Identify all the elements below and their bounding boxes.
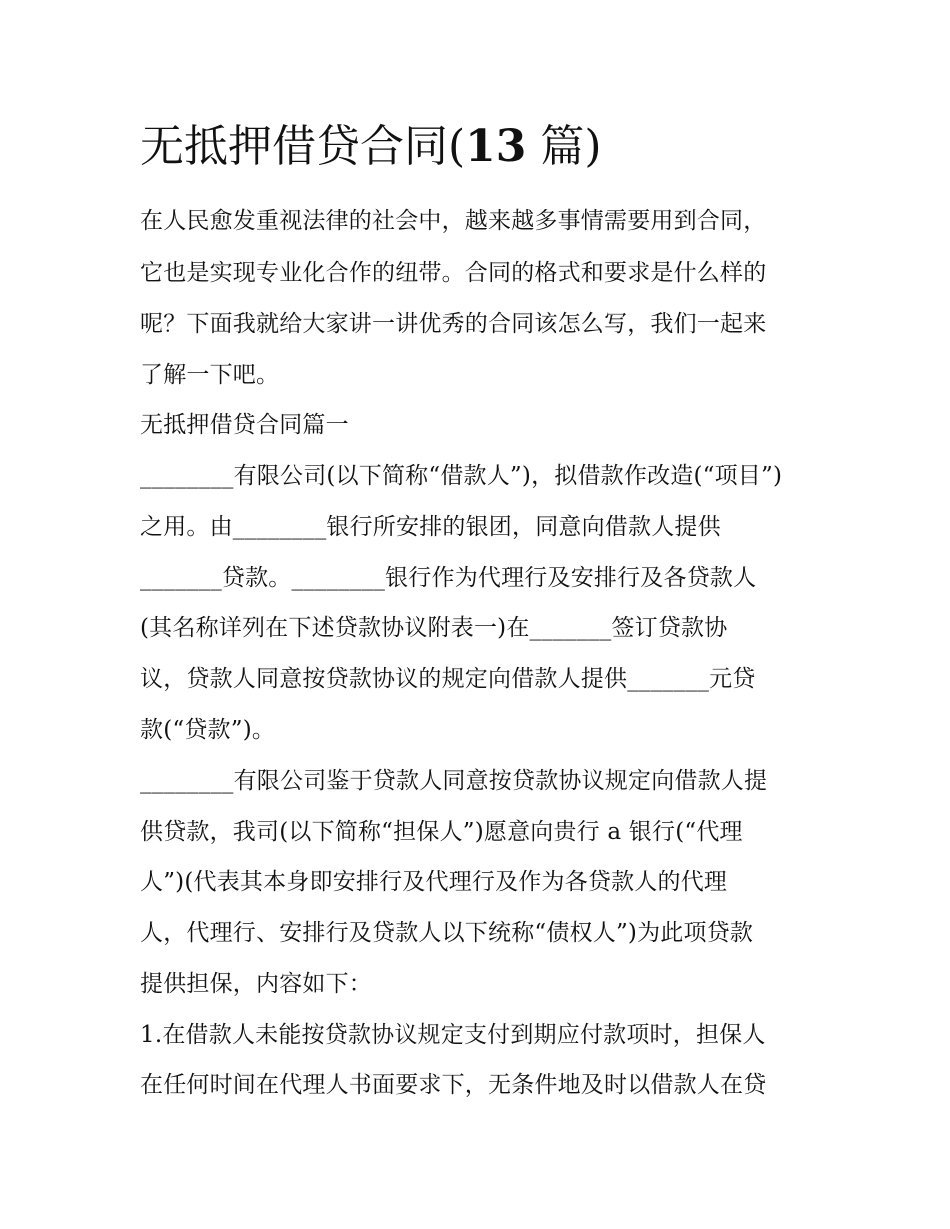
body-line-4: (其名称详列在下述贷款协议附表一)在_______签订贷款协 — [140, 615, 728, 641]
intro-line-4: 了解一下吧。 — [140, 362, 280, 388]
title-count: 13 — [465, 121, 527, 172]
title-suffix: 篇) — [526, 121, 602, 172]
document-title — [140, 116, 820, 178]
clause-1-line-2: 在任何时间在代理人书面要求下，无条件地及时以借款人在贷 — [140, 1072, 767, 1098]
body-line-11: 提供担保，内容如下： — [140, 971, 372, 997]
body-line-7: ________有限公司鉴于贷款人同意按贷款协议规定向借款人提 — [140, 768, 768, 794]
body-line-1: ________有限公司(以下简称“借款人”)，拟借款作改造(“项目”) — [140, 463, 783, 489]
intro-line-3: 呢？下面我就给大家讲一讲优秀的合同该怎么写，我们一起来 — [140, 311, 767, 337]
body-line-9: 人”)(代表其本身即安排行及代理行及作为各贷款人的代理 — [140, 869, 728, 895]
body-line-3: _______贷款。________银行作为代理行及安排行及各贷款人 — [140, 565, 757, 591]
intro-line-2: 它也是实现专业化合作的纽带。合同的格式和要求是什么样的 — [140, 260, 767, 286]
body-line-10: 人，代理行、安排行及贷款人以下统称“债权人”)为此项贷款 — [140, 920, 754, 946]
clause-1-line-1: 1.在借款人未能按贷款协议规定支付到期应付款项时，担保人 — [140, 1022, 766, 1048]
body-line-5: 议，贷款人同意按贷款协议的规定向借款人提供_______元贷 — [140, 666, 756, 692]
body-line-6: 款(“贷款”)。 — [140, 717, 276, 743]
title-text: 无抵押借贷合同( — [140, 121, 466, 172]
body-line-2: 之用。由________银行所安排的银团，同意向借款人提供 — [140, 514, 721, 540]
section-heading: 无抵押借贷合同篇一 — [140, 412, 349, 438]
body-line-8: 供贷款，我司(以下简称“担保人”)愿意向贵行 a 银行(“代理 — [140, 819, 743, 845]
intro-line-1: 在人民愈发重视法律的社会中，越来越多事情需要用到合同， — [140, 208, 767, 234]
